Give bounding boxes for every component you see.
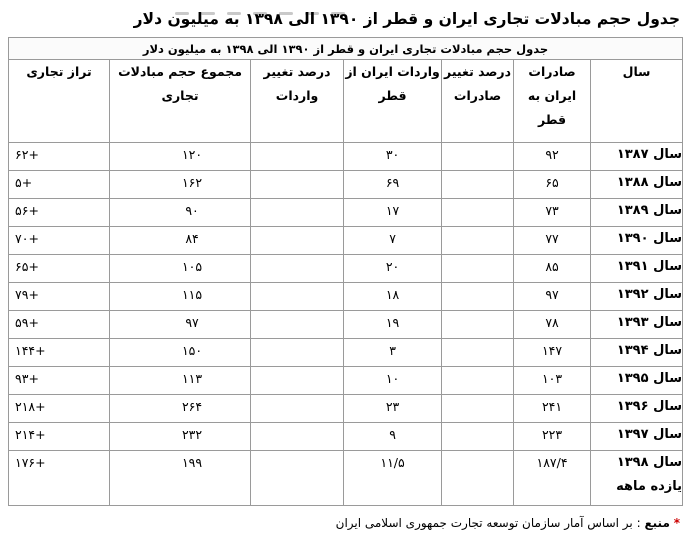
row-exports	[514, 311, 591, 339]
row-total-value: ۱۰۵	[181, 259, 203, 274]
row-exports-change	[442, 255, 514, 283]
row-imports	[344, 311, 442, 339]
row-exports	[514, 171, 591, 199]
row-total	[110, 311, 251, 339]
table-row	[9, 339, 683, 367]
row-imports-change	[251, 143, 344, 171]
page-title: جدول حجم مبادلات تجاری ایران و قطر از ۱۳۹۰ الی ۱۳۹۸ به میلیون دلار	[133, 10, 680, 28]
row-exports-value: ۱۴۷	[541, 343, 563, 358]
row-imports-change	[251, 339, 344, 367]
row-balance-value: +۷۹	[15, 287, 39, 302]
table-caption: جدول حجم مبادلات تجاری ایران و قطر از ۱۳۹۰ الی ۱۳۹۸ به میلیون دلار	[9, 38, 683, 60]
row-imports	[344, 227, 442, 255]
row-imports-value: ۲۳	[385, 399, 400, 414]
row-total-value: ۱۶۲	[181, 175, 203, 190]
row-exports	[514, 395, 591, 423]
row-year	[591, 423, 683, 451]
table-row	[9, 143, 683, 171]
row-year	[591, 367, 683, 395]
row-balance-value: +۵۶	[15, 203, 39, 218]
row-year-value: سال ۱۳۹۰	[616, 231, 683, 246]
top-decoration	[175, 0, 395, 4]
row-exports	[514, 143, 591, 171]
row-balance-value: +۲۱۸	[15, 399, 46, 414]
row-year	[591, 339, 683, 367]
row-year-value: سال ۱۳۹۴	[616, 343, 683, 358]
row-exports-value: ۱۰۳	[541, 371, 563, 386]
row-imports-value: ۱۷	[385, 203, 400, 218]
row-balance-value: +۶۲	[15, 147, 39, 162]
row-exports-change	[442, 339, 514, 367]
row-balance-value: +۵۹	[15, 315, 39, 330]
row-exports-change	[442, 367, 514, 395]
row-balance	[9, 143, 110, 171]
table-row	[9, 423, 683, 451]
row-balance-value: +۱۴۴	[15, 343, 46, 358]
row-total-value: ۲۳۲	[181, 427, 203, 442]
row-imports-value: ۶۹	[385, 175, 400, 190]
row-exports-value: ۲۲۳	[541, 427, 563, 442]
row-year	[591, 451, 683, 506]
row-exports-change	[442, 423, 514, 451]
row-balance	[9, 227, 110, 255]
table-row	[9, 395, 683, 423]
row-imports-change	[251, 423, 344, 451]
row-total	[110, 255, 251, 283]
row-balance	[9, 199, 110, 227]
row-imports-change	[251, 395, 344, 423]
row-imports	[344, 451, 442, 506]
table-row	[9, 451, 683, 506]
row-exports-change	[442, 227, 514, 255]
row-year	[591, 171, 683, 199]
row-year	[591, 199, 683, 227]
row-exports-value: ۱۸۷/۴	[536, 455, 568, 470]
row-total-value: ۹۰	[185, 203, 199, 218]
row-balance-value: +۶۵	[15, 259, 39, 274]
table-header-row	[9, 60, 683, 143]
row-total	[110, 227, 251, 255]
row-total-value: ۱۱۳	[181, 371, 203, 386]
row-balance	[9, 311, 110, 339]
header-exports: صادرات ایران به قطر	[514, 60, 591, 143]
source-text: : بر اساس آمار سازمان توسعه تجارت جمهوری اسلامی ایران	[335, 516, 641, 530]
row-balance	[9, 395, 110, 423]
source-label: منبع	[644, 516, 670, 530]
row-year-value: سال ۱۳۸۷	[616, 147, 683, 162]
row-imports	[344, 283, 442, 311]
row-imports	[344, 423, 442, 451]
row-imports-value: ۱۰	[385, 371, 400, 386]
row-total	[110, 367, 251, 395]
row-balance	[9, 367, 110, 395]
row-imports-value: ۱۱/۵	[380, 455, 405, 470]
row-imports-value: ۱۸	[385, 287, 400, 302]
row-imports-value: ۱۹	[385, 315, 400, 330]
row-total-value: ۱۱۵	[181, 287, 203, 302]
row-total-value: ۹۷	[185, 315, 199, 330]
row-year-note: یازده ماهه	[616, 479, 683, 494]
table-caption-row	[9, 38, 683, 60]
header-imports-change: درصد تغییر واردات	[251, 60, 344, 143]
header-year: سال	[591, 60, 683, 143]
row-balance	[9, 423, 110, 451]
row-imports-change	[251, 199, 344, 227]
row-balance-value: +۲۱۴	[15, 427, 46, 442]
row-year-value: سال ۱۳۹۷	[616, 427, 683, 442]
row-exports	[514, 339, 591, 367]
row-imports-change	[251, 227, 344, 255]
row-exports-change	[442, 199, 514, 227]
row-imports-value: ۲۰	[385, 259, 400, 274]
table-row	[9, 311, 683, 339]
row-total	[110, 283, 251, 311]
header-exports-change: درصد تغییر صادرات	[442, 60, 514, 143]
row-total	[110, 451, 251, 506]
row-imports-value: ۳۰	[385, 147, 400, 162]
row-imports-change	[251, 255, 344, 283]
row-balance	[9, 283, 110, 311]
row-exports	[514, 367, 591, 395]
row-imports-change	[251, 283, 344, 311]
row-year	[591, 283, 683, 311]
header-imports: واردات ایران از قطر	[344, 60, 442, 143]
row-exports	[514, 255, 591, 283]
row-imports	[344, 171, 442, 199]
row-imports	[344, 199, 442, 227]
row-year-value: سال ۱۳۹۵	[616, 371, 683, 386]
row-exports-value: ۸۵	[545, 259, 559, 274]
row-imports	[344, 143, 442, 171]
row-exports-value: ۲۴۱	[541, 399, 563, 414]
row-exports-value: ۶۵	[545, 175, 559, 190]
row-exports	[514, 423, 591, 451]
row-total	[110, 171, 251, 199]
row-year-value: سال ۱۳۸۹	[616, 203, 683, 218]
table-row	[9, 199, 683, 227]
row-balance-value: +۹۳	[15, 371, 39, 386]
row-exports	[514, 283, 591, 311]
row-exports-value: ۹۷	[545, 287, 559, 302]
table-body	[9, 143, 683, 506]
row-year	[591, 255, 683, 283]
row-balance	[9, 339, 110, 367]
row-balance	[9, 451, 110, 506]
row-exports-change	[442, 451, 514, 506]
row-total	[110, 423, 251, 451]
row-exports-value: ۹۲	[545, 147, 559, 162]
row-imports-change	[251, 171, 344, 199]
row-total-value: ۲۶۴	[181, 399, 203, 414]
row-imports	[344, 339, 442, 367]
row-exports	[514, 199, 591, 227]
asterisk-icon: *	[673, 516, 680, 530]
row-imports-change	[251, 367, 344, 395]
row-total	[110, 395, 251, 423]
header-total: مجموع حجم مبادلات تجاری	[110, 60, 251, 143]
row-year-value: سال ۱۳۹۲	[616, 287, 683, 302]
row-balance-value: +۵	[15, 175, 33, 190]
row-exports-change	[442, 311, 514, 339]
row-year-value: سال ۱۳۹۱	[616, 259, 683, 274]
row-year	[591, 395, 683, 423]
row-total	[110, 339, 251, 367]
table-row	[9, 367, 683, 395]
row-imports-value: ۳	[389, 343, 396, 358]
row-imports	[344, 255, 442, 283]
row-imports-change	[251, 311, 344, 339]
row-imports-value: ۷	[389, 231, 396, 246]
row-exports-value: ۷۷	[545, 231, 559, 246]
row-imports	[344, 367, 442, 395]
row-exports-value: ۷۳	[545, 203, 559, 218]
row-exports	[514, 451, 591, 506]
row-year-value: سال ۱۳۹۶	[616, 399, 683, 414]
row-total	[110, 199, 251, 227]
row-total-value: ۱۹۹	[181, 455, 203, 470]
row-imports-change	[251, 451, 344, 506]
row-total-value: ۱۲۰	[181, 147, 203, 162]
row-total-value: ۱۵۰	[181, 343, 203, 358]
row-exports	[514, 227, 591, 255]
header-balance: تراز تجاری	[9, 60, 110, 143]
source-note	[336, 514, 680, 532]
row-year	[591, 143, 683, 171]
row-year	[591, 227, 683, 255]
row-year-value: سال ۱۳۸۸	[616, 175, 683, 190]
row-balance	[9, 171, 110, 199]
row-exports-change	[442, 283, 514, 311]
row-imports-value: ۹	[389, 427, 396, 442]
row-exports-change	[442, 143, 514, 171]
row-balance-value: +۱۷۶	[15, 455, 46, 470]
table-row	[9, 283, 683, 311]
row-year	[591, 311, 683, 339]
table-row	[9, 255, 683, 283]
row-year-value: سال ۱۳۹۳	[616, 315, 683, 330]
row-total-value: ۸۴	[185, 231, 199, 246]
row-balance	[9, 255, 110, 283]
row-imports	[344, 395, 442, 423]
row-exports-value: ۷۸	[545, 315, 559, 330]
row-year-value: سال ۱۳۹۸	[616, 455, 683, 470]
row-total	[110, 143, 251, 171]
row-balance-value: +۷۰	[15, 231, 39, 246]
table-row	[9, 171, 683, 199]
row-exports-change	[442, 395, 514, 423]
trade-table	[8, 37, 683, 506]
row-exports-change	[442, 171, 514, 199]
table-row	[9, 227, 683, 255]
